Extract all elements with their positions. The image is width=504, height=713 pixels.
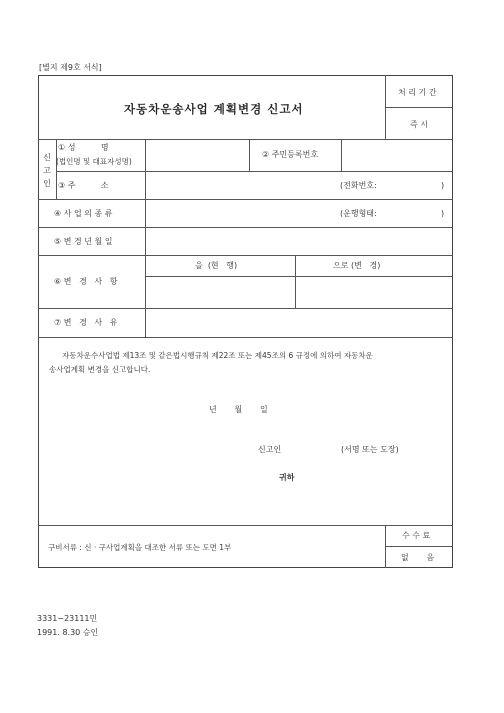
- form-number: [별지 제9호 서식]: [39, 63, 102, 72]
- change-date-field[interactable]: [146, 228, 452, 254]
- id-number-field[interactable]: [342, 140, 452, 170]
- change-to-field[interactable]: [296, 277, 452, 307]
- applicant-side-divider: [56, 139, 57, 199]
- change-from-header: 을 (현 행): [195, 261, 238, 270]
- footer-code: 3331−23111민: [37, 614, 98, 623]
- change-items-label: ⑥ 변 경 사 항: [54, 277, 118, 286]
- change-date-label: ⑤ 변 경 년 월 일: [54, 237, 113, 246]
- id-number-label: ② 주민등록번호: [262, 150, 319, 159]
- applicant-side-label: 신 고 인: [43, 153, 51, 188]
- operation-type-label: (운행형태:: [340, 209, 377, 218]
- footer-approval: 1991. 8.30 승인: [37, 628, 99, 637]
- attachments-text: 구비서류 : 신 · 구사업계획을 대조한 서류 또는 도면 1부: [48, 543, 232, 552]
- fee-label: 수 수 료: [402, 531, 431, 540]
- processing-period-label: 처 리 기 간: [398, 88, 437, 97]
- header-mid-line: [385, 107, 453, 108]
- id-label-left: [249, 139, 250, 171]
- signature-label: (서명 또는 도장): [341, 445, 399, 454]
- operation-type-close: ): [441, 209, 445, 218]
- phone-label: (전화번호:: [340, 181, 377, 190]
- name-label: ① 성 명: [58, 143, 109, 152]
- signer-name-field[interactable]: [288, 442, 338, 456]
- change-reason-label: ⑦ 변 경 사 유: [54, 318, 118, 327]
- declaration-line-1: 자동차운수사업법 제13조 및 같은법시행규칙 제22조 또는 제45조의 6 규정에 의하여 자동차운: [62, 351, 373, 360]
- declaration-line-2: 송사업계획 변경을 신고합니다.: [49, 365, 151, 374]
- row-line-8: [38, 337, 453, 338]
- name-field[interactable]: [146, 140, 248, 170]
- bottom-section-line: [38, 525, 453, 526]
- business-type-field[interactable]: [146, 200, 336, 226]
- row-line-5: [38, 255, 453, 256]
- address-field[interactable]: [146, 172, 336, 198]
- business-type-label: ④ 사 업 의 종 류: [54, 209, 113, 218]
- name-sublabel: (법인명 및 대표자성명): [56, 157, 132, 166]
- recipient-label: 귀하: [279, 473, 295, 482]
- address-label: ③ 주 소: [58, 181, 109, 190]
- signer-label: 신고인: [258, 445, 282, 454]
- change-reason-field[interactable]: [146, 309, 452, 336]
- fee-value: 없 음: [401, 553, 435, 562]
- form-title: 자동차운송사업 계획변경 신고서: [124, 102, 304, 116]
- change-from-field[interactable]: [146, 277, 294, 307]
- change-to-header: 으로 (변 경): [333, 261, 381, 270]
- processing-period-value: 즉 시: [410, 120, 428, 129]
- fee-mid-line: [385, 546, 453, 547]
- date-line: 년 월 일: [209, 405, 268, 414]
- phone-close: ): [441, 181, 445, 190]
